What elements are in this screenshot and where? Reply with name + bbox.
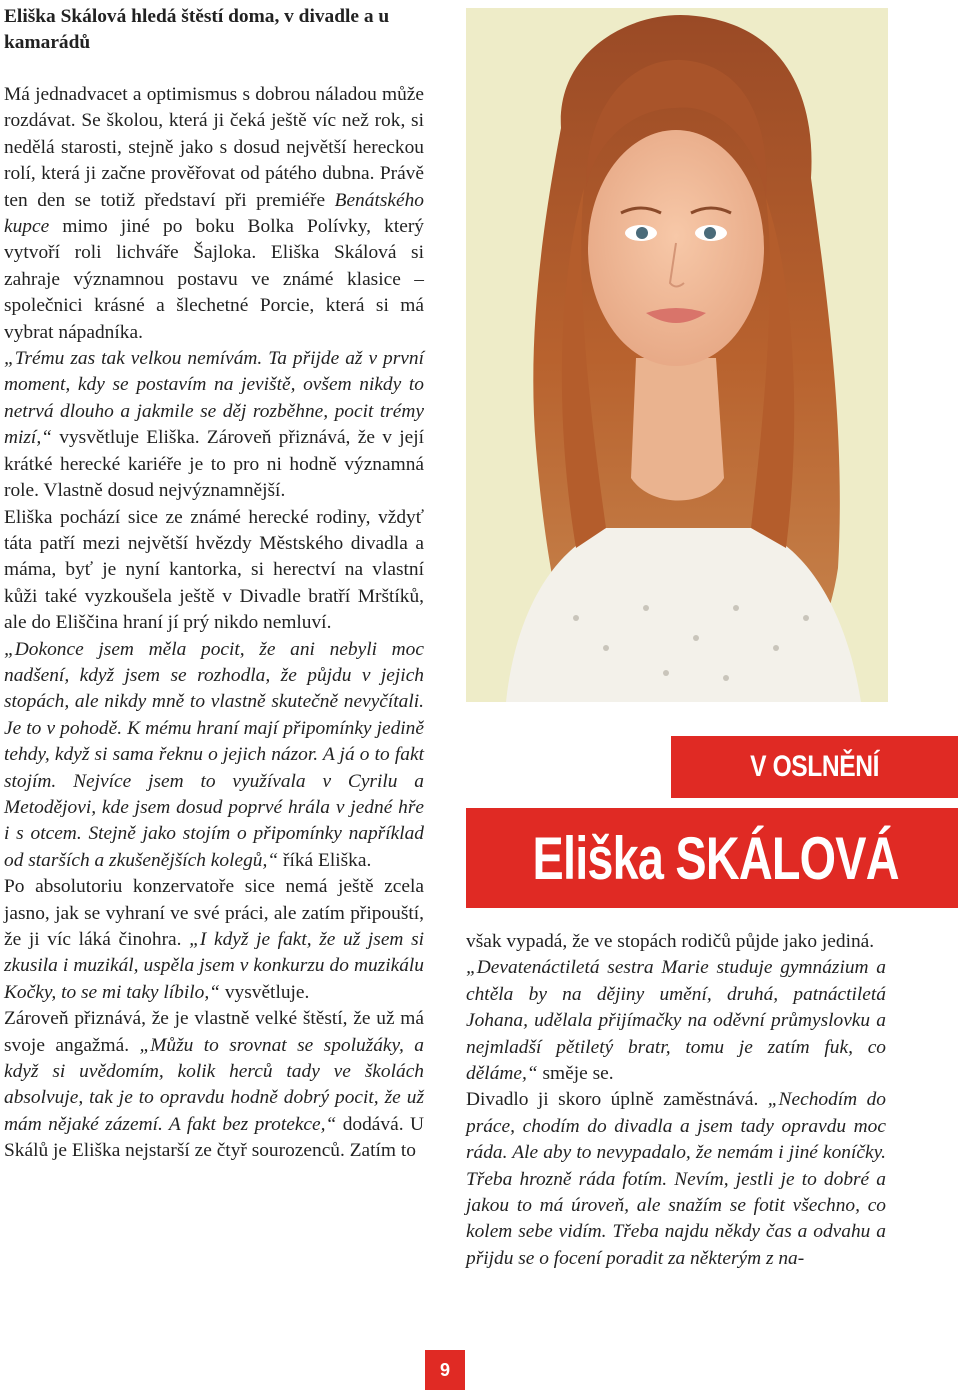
paragraph-6-text: Zároveň přiznává, že je vlastně velké štěstí, že už má svoje angažmá. xyxy=(4,1008,424,1056)
article-right-column xyxy=(466,929,886,1272)
section-label: V OSLNĚNÍ xyxy=(750,750,879,783)
page-number: 9 xyxy=(425,1350,465,1390)
right-paragraph-3 xyxy=(466,1087,886,1272)
paragraph-1-text: Má jednadvacet a optimismus s dobrou náladou může rozdávat. Se školou, která ji čeká ještě víc než rok, si nedělá starosti, stejně jako s dosud největší hereckou rolí, která ji začne prověřovat od pátého dubna. Právě ten den se totiž představí při premiéře xyxy=(4,84,424,211)
paragraph-1-text-cont: mimo jiné po boku Bolka Polívky, který vytvoří roli lichváře Šajloka. Eliška Skálová si zahraje významnou postavu ve známé klasice – společnici krásné a šlechetné Porcie, která si má vybrat nápadníka. xyxy=(4,216,424,343)
paragraph-5 xyxy=(4,874,424,1006)
quote-3: „I když je fakt, že už jsem si zkusila i muzikál, uspěla jsem v konkurzu do muzikálu Kočky, to se mi taky líbilo,“ xyxy=(4,929,424,1003)
paragraph-6-text-cont: dodává. U Skálů je Eliška nejstarší ze čtyř sourozenců. Zatím to xyxy=(4,1113,424,1162)
right-paragraph-3-text: Divadlo ji skoro úplně zaměstnává. xyxy=(466,1089,768,1111)
paragraph-5-text: Po absolutoriu konzervatoře sice nemá ještě zcela jasno, jak se vyhraní ve své práci, ale zatím připouští, že ji víc láká činohra. xyxy=(4,876,424,950)
quote-5: „Devatenáctiletá sestra Marie studuje gymnázium a chtěla by na dějiny umění, druhá, patnáctiletá Johana, udělala přijímačky na oděvní průmyslovku a nejmladší pětiletý bratr, tomu je zatím fuk, co děláme,“ xyxy=(466,957,886,1085)
featured-name: Eliška SKÁLOVÁ xyxy=(532,824,900,892)
paragraph-2 xyxy=(4,346,424,504)
article-left-column xyxy=(4,4,424,1165)
paragraph-5-text-cont: vysvětluje. xyxy=(219,981,310,1003)
right-paragraph-2 xyxy=(466,955,886,1087)
section-label-box xyxy=(671,736,958,798)
featured-name-box xyxy=(466,808,958,908)
quote-6: „Nechodím do práce, chodím do divadla a jsem tady opravdu moc ráda. Ale aby to nevypadalo, že nemám i jiné koníčky. Třeba hrozně ráda fotím. Nevím, jestli je to dobré a jakou to má úroveň, ale snažím se fotit všechno, co kolem sebe vidím. Třeba najdu někdy čas a odvahu a přijdu se o focení poradit za některým z na- xyxy=(466,1089,886,1269)
quote-1: „Trému zas tak velkou nemívám. Ta přijde až v první moment, kdy se postavím na jeviště, ovšem nikdy to netrvá dlouho a jakmile se děj rozběhne, pocit trémy mizí,“ xyxy=(4,348,424,449)
right-paragraph-1: však vypadá, že ve stopách rodičů půjde jako jediná. xyxy=(466,931,875,952)
paragraph-1 xyxy=(4,82,424,346)
paragraph-4-text: říká Eliška. xyxy=(278,849,372,871)
right-paragraph-2-text: směje se. xyxy=(537,1063,614,1085)
paragraph-2-text: vysvětluje Eliška. Zároveň přiznává, že v její krátké herecké kariéře je to pro ni hodně významná role. Vlastně dosud nejvýznamnější. xyxy=(4,427,424,502)
quote-2: „Dokonce jsem měla pocit, že ani nebyli moc nadšení, když jsem se rozhodla, že půjdu v jejich stopách, ale nikdy mně to vlastně skutečně nevyčítali. Je to v pohodě. K mému hraní mají připomínky jedině tehdy, když si sama řeknu o jejich názor. A já o to fakt stojím. Nejvíce jsem to využívala v Cyrilu a Metodějovi, kde jsem dosud poprvé hrála v jedné hře i s otcem. Stejně jako stojím o připomínky například od starších a zkušenějších kolegů,“ xyxy=(4,638,424,871)
article-headline: Eliška Skálová hledá štěstí doma, v divadle a u kamarádů xyxy=(4,6,390,53)
portrait-photo xyxy=(466,8,888,702)
portrait-illustration xyxy=(466,8,888,702)
paragraph-4 xyxy=(4,637,424,875)
paragraph-3: Eliška pochází sice ze známé herecké rodiny, vždyť táta patří mezi největší hvězdy Městského divadla a máma, byť je nyní kantorka, si herectví na vlastní kůži také vyzkoušela ještě v Divadle bratří Mrštíků, ale do Eliščina hraní jí prý nikdo nemluví. xyxy=(4,506,424,634)
paragraph-6 xyxy=(4,1006,424,1164)
play-title: Benátského kupce xyxy=(4,189,424,238)
quote-4: „Můžu to srovnat se spolužáky, a když si uvědomím, kolik herců tady ve školách absolvuje, tak je to opravdu hodně dobrý pocit, že už mám nějaké zázemí. A fakt bez protekce,“ xyxy=(4,1034,424,1135)
